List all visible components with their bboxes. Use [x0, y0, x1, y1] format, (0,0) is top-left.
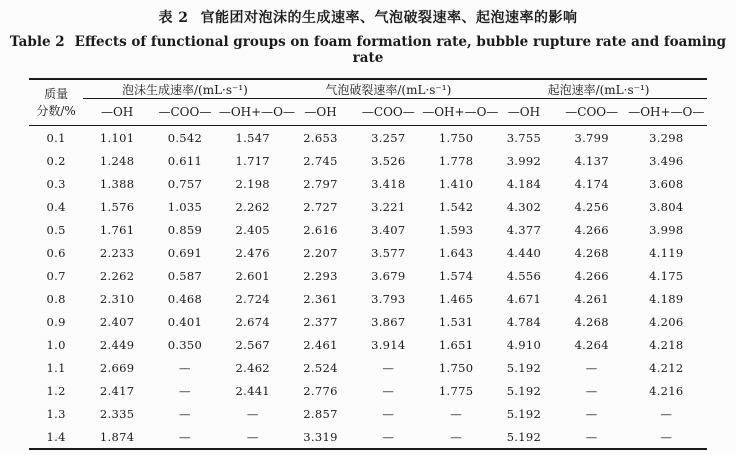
rate-value: 1.651 — [438, 337, 474, 352]
mass-fraction-value: 0.6 — [46, 245, 66, 260]
rate-value: 0.691 — [167, 245, 203, 260]
rate-value: 3.799 — [574, 130, 609, 145]
rate-value: 2.674 — [235, 314, 270, 329]
rate-value: 4.784 — [506, 314, 542, 329]
rate-value: 2.653 — [303, 130, 338, 145]
rate-value: 3.257 — [371, 130, 406, 145]
rate-value: 1.874 — [99, 429, 135, 444]
rate-value: 3.867 — [371, 314, 406, 329]
sub-header-oh: —OH — [287, 99, 355, 126]
rate-value: 2.407 — [99, 314, 135, 329]
rate-value: 1.778 — [438, 153, 474, 168]
rate-value: 4.264 — [574, 337, 609, 352]
rate-value: 4.266 — [574, 268, 609, 283]
rate-value: 3.577 — [371, 245, 406, 260]
rate-value: — — [179, 360, 191, 375]
rate-value: 4.218 — [649, 337, 684, 352]
rate-value: — — [179, 429, 191, 444]
sub-header-oh: —OH — [490, 99, 558, 126]
rate-value: 3.496 — [649, 153, 684, 168]
rate-value: 1.717 — [235, 153, 270, 168]
rate-value: 3.804 — [649, 199, 684, 214]
rate-value: 3.418 — [371, 176, 406, 191]
rate-value: 2.776 — [303, 383, 338, 398]
rate-value: — — [585, 406, 598, 421]
rate-value: 1.593 — [438, 222, 474, 237]
table-row — [29, 310, 707, 333]
rate-value: 4.174 — [574, 176, 609, 191]
rate-value: 4.671 — [506, 291, 542, 306]
rate-value: 5.192 — [506, 429, 542, 444]
rate-value: 4.268 — [574, 314, 609, 329]
rate-value: 0.611 — [167, 153, 203, 168]
mass-fraction-value: 0.1 — [46, 130, 66, 145]
rate-value: 2.417 — [99, 383, 135, 398]
rate-value: 2.262 — [99, 268, 135, 283]
rate-value: 4.216 — [649, 383, 684, 398]
rate-value: 3.679 — [371, 268, 406, 283]
table-row — [29, 356, 707, 379]
mass-fraction-value: 0.7 — [46, 268, 66, 283]
rate-value: 3.793 — [371, 291, 406, 306]
rate-value: 0.401 — [167, 314, 203, 329]
rate-value: 2.524 — [303, 360, 338, 375]
rate-value: 3.914 — [371, 337, 406, 352]
rate-value: 4.206 — [649, 314, 684, 329]
rate-value: — — [660, 429, 673, 444]
rate-value: — — [585, 429, 598, 444]
rate-value: 1.750 — [438, 360, 474, 375]
rate-value: 1.542 — [438, 199, 474, 214]
mass-fraction-value: 0.8 — [46, 291, 66, 306]
group-header-foaming-rate: 起泡速率/(mL·s⁻¹) — [490, 79, 707, 99]
rate-value: 4.268 — [574, 245, 609, 260]
rate-value: 2.405 — [235, 222, 270, 237]
table-header — [29, 79, 707, 126]
rate-value: 0.542 — [167, 130, 203, 145]
rate-value: 0.757 — [167, 176, 203, 191]
mass-fraction-value: 1.3 — [46, 406, 66, 421]
rate-value: 2.207 — [303, 245, 338, 260]
mass-fraction-value: 0.3 — [46, 176, 66, 191]
rate-value: 1.643 — [438, 245, 474, 260]
rate-value: 2.293 — [303, 268, 338, 283]
rate-value: 4.377 — [506, 222, 542, 237]
table-caption-english: Effects of functional groups on foam formation rate, bubble rupture rate and foaming rate — [74, 34, 727, 66]
rate-value: 1.410 — [438, 176, 474, 191]
rate-value: — — [246, 429, 259, 444]
rate-value: 2.233 — [99, 245, 135, 260]
rate-value: 2.441 — [235, 383, 270, 398]
sub-header-oh-o: —OH+—O— — [422, 99, 490, 126]
rate-value: 2.745 — [303, 153, 338, 168]
rate-value: 0.350 — [167, 337, 203, 352]
rate-value: 5.192 — [506, 360, 542, 375]
rate-value: 0.859 — [167, 222, 203, 237]
rate-value: — — [382, 360, 395, 375]
table-row — [29, 379, 707, 402]
sub-header-coo: —COO— — [151, 99, 219, 126]
rate-value: 4.137 — [574, 153, 609, 168]
rate-value: 3.407 — [371, 222, 406, 237]
table-row — [29, 333, 707, 356]
rate-value: 2.727 — [303, 199, 338, 214]
rate-value: — — [179, 383, 191, 398]
mass-fraction-value: 1.1 — [46, 360, 66, 375]
rate-value: 3.221 — [371, 199, 406, 214]
rate-value: 4.256 — [574, 199, 609, 214]
rate-value: 1.101 — [99, 130, 135, 145]
mass-fraction-value: 1.0 — [46, 337, 66, 352]
table-row — [29, 287, 707, 310]
rate-value: 5.192 — [506, 383, 542, 398]
table-caption-chinese: 官能团对泡沫的生成速率、气泡破裂速率、起泡速率的影响 — [200, 10, 578, 26]
table-number-chinese: 表 2 — [158, 10, 189, 26]
rate-value: 1.761 — [99, 222, 135, 237]
rate-value: 4.261 — [574, 291, 609, 306]
mass-fraction-value: 0.9 — [46, 314, 66, 329]
table-row — [29, 218, 707, 241]
rate-value: 4.189 — [649, 291, 684, 306]
rate-value: 3.992 — [506, 153, 542, 168]
table-row — [29, 195, 707, 218]
rate-value: 3.608 — [649, 176, 684, 191]
sub-header-oh-o: —OH+—O— — [626, 99, 707, 126]
rate-value: 2.462 — [235, 360, 270, 375]
sub-header-row — [29, 99, 707, 126]
rate-value: 4.175 — [649, 268, 684, 283]
mass-fraction-value: 1.4 — [46, 429, 66, 444]
rate-value: 1.574 — [438, 268, 474, 283]
rate-value: 3.755 — [506, 130, 542, 145]
mass-fraction-header-line2: 分数/% — [36, 103, 76, 118]
rate-value: 4.184 — [506, 176, 542, 191]
rate-value: 1.547 — [235, 130, 270, 145]
rate-value: 3.998 — [649, 222, 684, 237]
rate-value: 4.556 — [506, 268, 542, 283]
mass-fraction-value: 0.2 — [46, 153, 66, 168]
rate-value: 1.035 — [167, 199, 203, 214]
group-header-foam-formation-rate: 泡沫生成速率/(mL·s⁻¹) — [83, 79, 286, 99]
rate-value: 2.335 — [99, 406, 135, 421]
rate-value: — — [450, 406, 463, 421]
mass-fraction-header — [29, 79, 83, 126]
table-body — [29, 126, 707, 450]
rate-value: 2.567 — [235, 337, 270, 352]
table-row — [29, 126, 707, 150]
sub-header-coo: —COO— — [558, 99, 626, 126]
rate-value: 2.857 — [303, 406, 338, 421]
rate-value: 1.388 — [99, 176, 135, 191]
rate-value: 1.531 — [438, 314, 474, 329]
table-row — [29, 172, 707, 195]
rate-value: 1.465 — [438, 291, 474, 306]
mass-fraction-value: 1.2 — [46, 383, 66, 398]
mass-fraction-header-line1: 质量 — [44, 87, 69, 102]
rate-value: 4.212 — [649, 360, 684, 375]
rate-value: 2.616 — [303, 222, 338, 237]
table-row — [29, 264, 707, 287]
rate-value: 4.119 — [649, 245, 684, 260]
rate-value: 2.198 — [235, 176, 270, 191]
rate-value: 2.449 — [99, 337, 135, 352]
group-header-row — [29, 79, 707, 99]
rate-value: 2.724 — [235, 291, 270, 306]
rate-value: 4.910 — [506, 337, 542, 352]
rate-value: 2.601 — [235, 268, 270, 283]
rate-value: — — [382, 406, 395, 421]
sub-header-coo: —COO— — [354, 99, 422, 126]
sub-header-oh-o: —OH+—O— — [219, 99, 287, 126]
rate-value: 0.468 — [167, 291, 203, 306]
group-header-bubble-rupture-rate: 气泡破裂速率/(mL·s⁻¹) — [287, 79, 490, 99]
sub-header-oh: —OH — [83, 99, 151, 126]
rate-value: 4.266 — [574, 222, 609, 237]
table-row — [29, 402, 707, 425]
rate-value: 2.361 — [303, 291, 338, 306]
table-title-english — [0, 34, 736, 66]
rate-value: 2.797 — [303, 176, 338, 191]
rate-value: — — [585, 360, 598, 375]
rate-value: 3.319 — [303, 429, 338, 444]
data-table — [29, 78, 707, 450]
rate-value: 0.587 — [167, 268, 203, 283]
rate-value: 1.576 — [99, 199, 135, 214]
rate-value: 3.298 — [649, 130, 684, 145]
rate-value: 1.775 — [438, 383, 474, 398]
rate-value: 2.377 — [303, 314, 338, 329]
rate-value: — — [382, 429, 395, 444]
rate-value: 2.310 — [99, 291, 135, 306]
rate-value: 4.440 — [506, 245, 542, 260]
rate-value: — — [660, 406, 673, 421]
rate-value: — — [246, 406, 259, 421]
rate-value: 2.476 — [235, 245, 270, 260]
rate-value: — — [179, 406, 191, 421]
table-number-english: Table 2 — [9, 34, 65, 50]
rate-value: 5.192 — [506, 406, 542, 421]
rate-value: — — [382, 383, 395, 398]
rate-value: 2.262 — [235, 199, 270, 214]
rate-value: 3.526 — [371, 153, 406, 168]
table-title-chinese — [0, 7, 736, 27]
table-row — [29, 425, 707, 449]
rate-value: 4.302 — [506, 199, 542, 214]
table-row — [29, 241, 707, 264]
mass-fraction-value: 0.4 — [46, 199, 66, 214]
rate-value: — — [450, 429, 463, 444]
rate-value: — — [585, 383, 598, 398]
rate-value: 1.248 — [99, 153, 135, 168]
rate-value: 2.461 — [303, 337, 338, 352]
table-row — [29, 149, 707, 172]
mass-fraction-value: 0.5 — [46, 222, 66, 237]
rate-value: 2.669 — [99, 360, 135, 375]
rate-value: 1.750 — [438, 130, 474, 145]
